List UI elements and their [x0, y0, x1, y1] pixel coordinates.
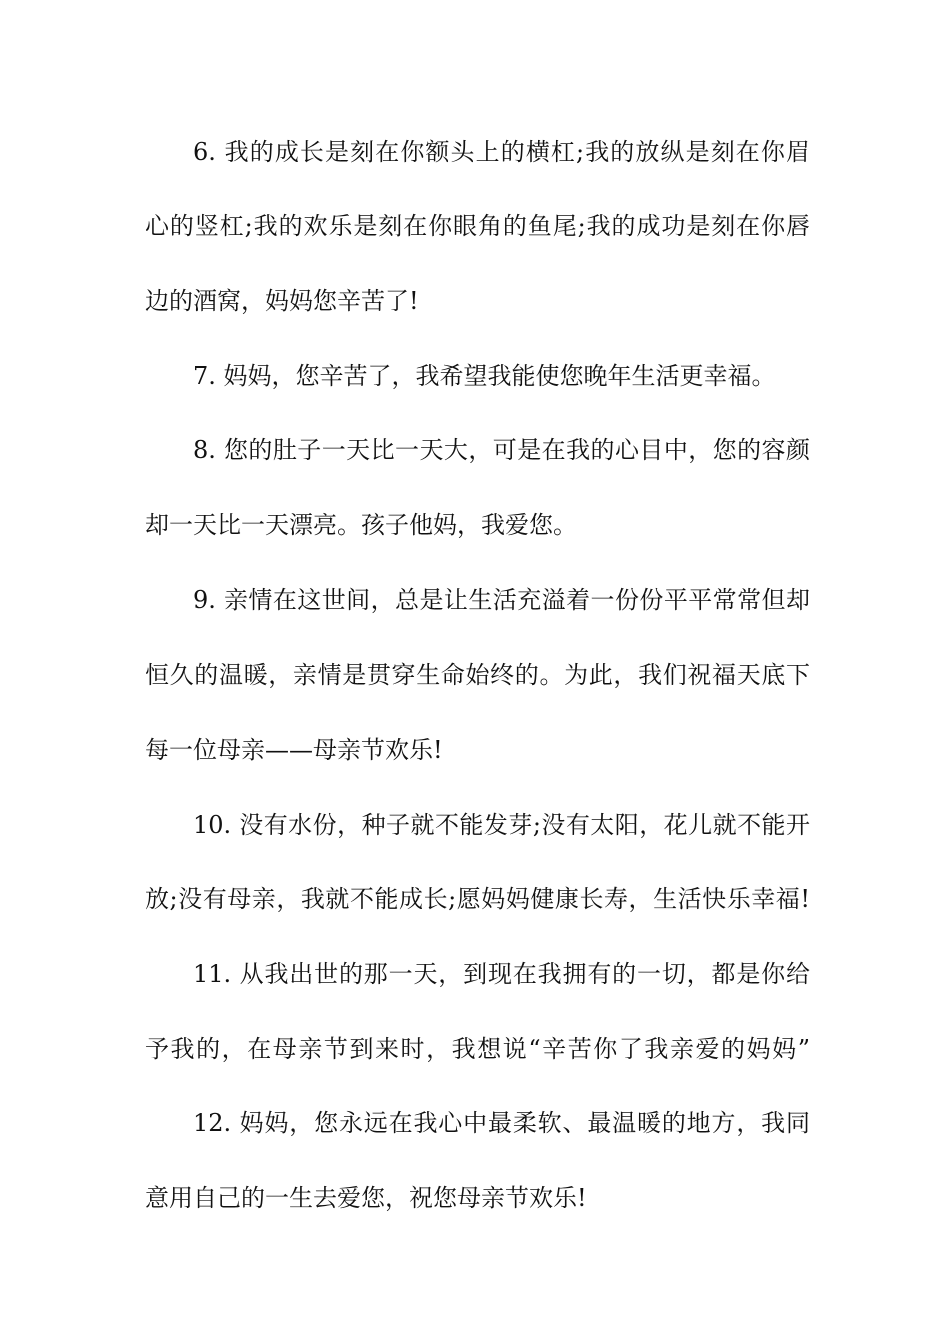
paragraph-6-line-3: 边的酒窝，妈妈您辛苦了!: [145, 287, 419, 315]
paragraph-7-line-1: 7. 妈妈，您辛苦了，我希望我能使您晚年生活更幸福。: [193, 362, 776, 390]
paragraph-9-line-3: 每一位母亲——母亲节欢乐!: [145, 736, 443, 764]
paragraph-8-line-2: 却一天比一天漂亮。孩子他妈，我爱您。: [145, 511, 577, 539]
paragraph-8-line-1: 8. 您的肚子一天比一天大，可是在我的心目中，您的容颜: [193, 436, 810, 464]
paragraph-9-line-2: 恒久的温暖，亲情是贯穿生命始终的。为此，我们祝福天底下: [145, 661, 810, 689]
paragraph-6-line-2: 心的竖杠;我的欢乐是刻在你眼角的鱼尾;我的成功是刻在你唇: [145, 212, 810, 240]
paragraph-6-line-1: 6. 我的成长是刻在你额头上的横杠;我的放纵是刻在你眉: [193, 138, 810, 166]
paragraph-12-line-1: 12. 妈妈，您永远在我心中最柔软、最温暖的地方，我同: [193, 1109, 810, 1137]
paragraph-11-line-1: 11. 从我出世的那一天，到现在我拥有的一切，都是你给: [193, 960, 810, 988]
paragraph-12-line-2: 意用自己的一生去爱您，祝您母亲节欢乐!: [145, 1184, 587, 1212]
paragraph-10-line-2: 放;没有母亲，我就不能成长;愿妈妈健康长寿，生活快乐幸福!: [145, 885, 810, 913]
paragraph-11-line-2: 予我的，在母亲节到来时，我想说“辛苦你了我亲爱的妈妈”: [145, 1035, 810, 1063]
paragraph-9-line-1: 9. 亲情在这世间，总是让生活充溢着一份份平平常常但却: [193, 586, 810, 614]
paragraph-10-line-1: 10. 没有水份，种子就不能发芽;没有太阳，花儿就不能开: [193, 811, 810, 839]
